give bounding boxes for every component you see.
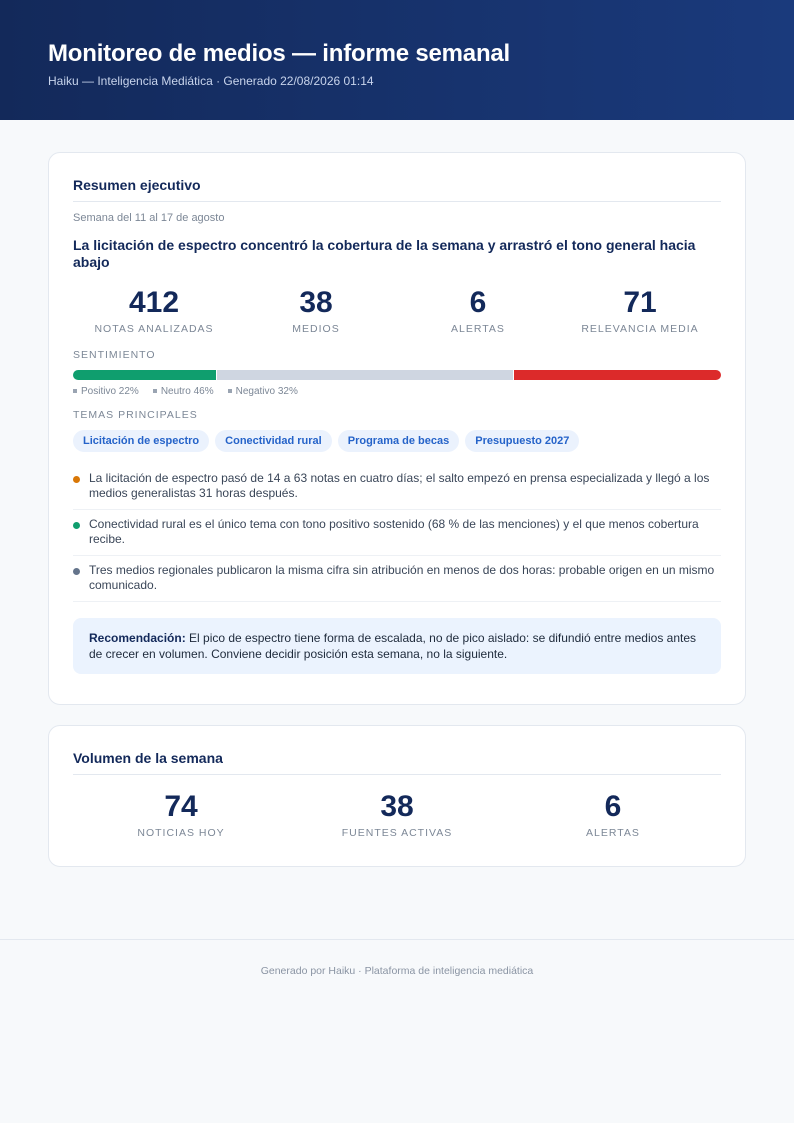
topic-tag[interactable]: Presupuesto 2027: [465, 430, 579, 452]
volume-stats: [73, 791, 721, 839]
stat-value: 412: [128, 286, 180, 319]
stat-value: 6: [469, 286, 487, 319]
section-title-summary: Resumen ejecutivo: [73, 177, 721, 202]
stat-label: RELEVANCIA MEDIA: [581, 323, 699, 335]
stat-label: ALERTAS: [586, 827, 640, 839]
recommendation-label: Recomendación:: [89, 631, 186, 645]
topic-tags: [73, 430, 721, 452]
bullet-dot-icon: [73, 568, 80, 575]
stat-alertas: [397, 287, 559, 335]
stat-label: MEDIOS: [292, 323, 340, 335]
finding-text: Tres medios regionales publicaron la misma cifra sin atribución en menos de dos horas: probable origen en un mismo comunicado.: [89, 563, 715, 592]
stat-notas: [73, 287, 235, 335]
sentiment-neutral-segment: [216, 370, 514, 380]
recommendation-box: [73, 618, 721, 674]
topic-tag[interactable]: Conectividad rural: [215, 430, 332, 452]
report-header: [0, 0, 794, 120]
finding-text: Conectividad rural es el único tema con tono positivo sostenido (68 % de las menciones) y el que menos cobertura recibe.: [89, 517, 699, 546]
bullet-dot-icon: [73, 476, 80, 483]
stat-medios: [235, 287, 397, 335]
list-item: [73, 510, 721, 556]
topic-tag[interactable]: Programa de becas: [338, 430, 460, 452]
finding-text: La licitación de espectro pasó de 14 a 63 notas en cuatro días; el salto empezó en prensa especializada y llegó a los medios generalistas 31 horas después.: [89, 471, 710, 500]
section-title-volume: Volumen de la semana: [73, 750, 721, 775]
findings-list: [73, 464, 721, 602]
sentiment-negative-segment: [514, 370, 721, 380]
stat-value: 71: [623, 286, 657, 319]
legend-neutral: Neutro 46%: [153, 386, 214, 397]
summary-stats: [73, 287, 721, 335]
stat-value: 6: [604, 790, 622, 823]
page-footer: Generado por Haiku · Plataforma de inteligencia mediática: [0, 939, 794, 977]
stat-label: FUENTES ACTIVAS: [341, 827, 453, 839]
sentiment-legend: [73, 386, 721, 397]
summary-headline: La licitación de espectro concentró la cobertura de la semana y arrastró el tono general hacia abajo: [73, 237, 696, 270]
legend-positive: Positivo 22%: [73, 386, 139, 397]
stat-relevancia: [559, 287, 721, 335]
stat-fuentes-activas: [289, 791, 505, 839]
stat-label: NOTAS ANALIZADAS: [94, 323, 214, 335]
stat-noticias-hoy: [73, 791, 289, 839]
stat-label: NOTICIAS HOY: [137, 827, 225, 839]
sentiment-bar: [73, 370, 721, 380]
stat-value: 74: [164, 790, 198, 823]
page-title: Monitoreo de medios — informe semanal: [48, 40, 511, 67]
stat-alertas-volume: [505, 791, 721, 839]
bullet-dot-icon: [73, 522, 80, 529]
sentiment-label: SENTIMIENTO: [73, 349, 156, 361]
list-item: [73, 556, 721, 602]
executive-summary-card: [48, 152, 746, 705]
list-item: [73, 464, 721, 510]
weekly-volume-card: [48, 725, 746, 867]
stat-label: ALERTAS: [451, 323, 505, 335]
week-range: Semana del 11 al 17 de agosto: [73, 212, 225, 224]
stat-value: 38: [299, 286, 333, 319]
recommendation-text: El pico de espectro tiene forma de escalada, no de pico aislado: se difundió entre medios antes de crecer en volumen. Conviene decidir posición esta semana, no la siguiente.: [89, 631, 697, 661]
stat-value: 38: [380, 790, 414, 823]
sentiment-positive-segment: [73, 370, 216, 380]
topic-tag[interactable]: Licitación de espectro: [73, 430, 209, 452]
page-subtitle: Haiku — Inteligencia Mediática · Generado 22/08/2026 01:14: [48, 74, 374, 88]
legend-negative: Negativo 32%: [228, 386, 298, 397]
topics-label: TEMAS PRINCIPALES: [73, 409, 198, 421]
